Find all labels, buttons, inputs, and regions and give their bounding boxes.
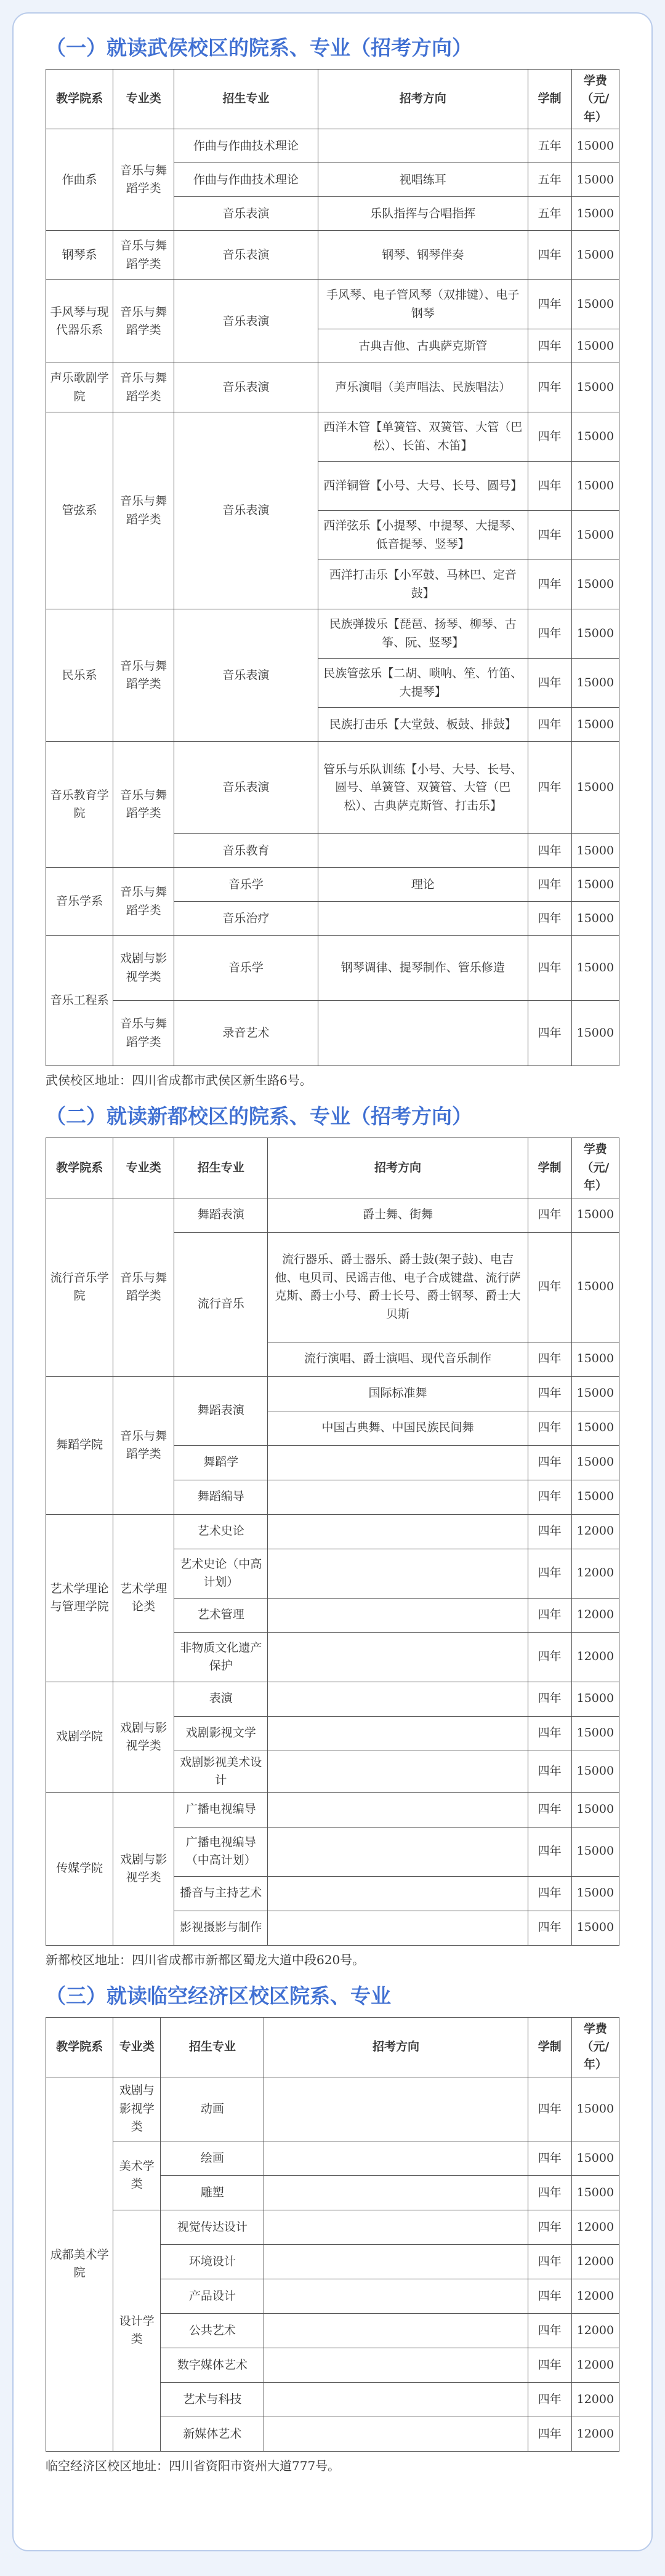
category-cell: 音乐与舞蹈学类 — [113, 363, 174, 412]
duration-cell: 四年 — [528, 2313, 571, 2348]
direction-cell: 乐队指挥与合唱指挥 — [318, 197, 528, 231]
major-cell: 广播电视编导 — [174, 1792, 268, 1827]
fee-cell: 12000 — [571, 2210, 619, 2244]
major-cell: 艺术史论 — [174, 1514, 268, 1549]
duration-cell: 四年 — [528, 1682, 571, 1716]
direction-cell — [318, 902, 528, 936]
duration-cell: 四年 — [528, 2175, 571, 2210]
fee-cell: 15000 — [571, 1411, 619, 1445]
direction-cell — [264, 2175, 528, 2210]
duration-cell: 四年 — [528, 231, 571, 280]
dept-cell: 成都美术学院 — [46, 2077, 113, 2451]
fee-cell: 15000 — [571, 834, 619, 868]
major-cell: 舞蹈编导 — [174, 1480, 268, 1514]
duration-cell: 四年 — [528, 2210, 571, 2244]
duration-cell: 四年 — [528, 609, 571, 659]
table-row — [46, 1514, 619, 1549]
fee-cell: 12000 — [571, 1632, 619, 1682]
section-2-title: （二）就读新都校区的院系、专业（招考方向） — [46, 1104, 472, 1129]
header-duration: 学制 — [528, 70, 571, 129]
direction-cell — [264, 2244, 528, 2279]
direction-cell — [268, 1549, 528, 1598]
table-row — [46, 2141, 619, 2175]
fee-cell: 15000 — [571, 412, 619, 462]
duration-cell: 四年 — [528, 742, 571, 834]
fee-cell: 15000 — [571, 742, 619, 834]
table-row — [46, 1682, 619, 1716]
duration-cell: 四年 — [528, 511, 571, 560]
table-row — [46, 280, 619, 329]
duration-cell: 四年 — [528, 412, 571, 462]
dept-cell: 音乐工程系 — [46, 936, 113, 1066]
duration-cell: 四年 — [528, 1480, 571, 1514]
duration-cell: 四年 — [528, 1716, 571, 1751]
fee-cell: 12000 — [571, 1598, 619, 1632]
dept-cell: 钢琴系 — [46, 231, 113, 280]
fee-cell: 15000 — [571, 363, 619, 412]
major-cell: 影视摄影与制作 — [174, 1911, 268, 1945]
table-row — [46, 868, 619, 902]
duration-cell: 四年 — [528, 2279, 571, 2313]
fee-cell: 12000 — [571, 2244, 619, 2279]
direction-cell: 国际标准舞 — [268, 1376, 528, 1411]
fee-cell: 15000 — [571, 2175, 619, 2210]
header-direction: 招考方向 — [268, 1138, 528, 1198]
fee-cell: 15000 — [571, 329, 619, 363]
fee-cell: 12000 — [571, 1514, 619, 1549]
category-cell: 音乐与舞蹈学类 — [113, 609, 174, 742]
duration-cell: 四年 — [528, 462, 571, 511]
dept-cell: 舞蹈学院 — [46, 1376, 113, 1514]
fee-cell: 15000 — [571, 1682, 619, 1716]
duration-cell: 四年 — [528, 1632, 571, 1682]
direction-cell — [264, 2279, 528, 2313]
table-row — [46, 2077, 619, 2141]
fee-cell: 15000 — [571, 462, 619, 511]
fee-cell: 15000 — [571, 1751, 619, 1792]
duration-cell: 四年 — [528, 1198, 571, 1232]
table-row — [46, 231, 619, 280]
direction-cell — [268, 1911, 528, 1945]
major-cell: 音乐表演 — [174, 363, 318, 412]
fee-cell: 15000 — [571, 1001, 619, 1066]
duration-cell: 四年 — [528, 1598, 571, 1632]
header-fee: 学费（元/年） — [571, 70, 619, 129]
header-duration: 学制 — [528, 2017, 571, 2077]
major-cell: 舞蹈学 — [174, 1445, 268, 1480]
major-cell: 音乐表演 — [174, 609, 318, 742]
major-cell: 戏剧影视文学 — [174, 1716, 268, 1751]
direction-cell — [264, 2141, 528, 2175]
fee-cell: 12000 — [571, 2382, 619, 2417]
duration-cell: 四年 — [528, 1911, 571, 1945]
table-row — [46, 363, 619, 412]
fee-cell: 15000 — [571, 1198, 619, 1232]
category-cell: 戏剧与影视学类 — [113, 1792, 174, 1945]
duration-cell: 四年 — [528, 1376, 571, 1411]
duration-cell: 四年 — [528, 2244, 571, 2279]
table-row — [46, 1792, 619, 1827]
major-cell: 数字媒体艺术 — [161, 2348, 264, 2382]
direction-cell — [268, 1827, 528, 1876]
direction-cell: 管乐与乐队训练【小号、大号、长号、圆号、单簧管、双簧管、大管（巴松）、古典萨克斯管、打击乐】 — [318, 742, 528, 834]
dept-cell: 声乐歌剧学院 — [46, 363, 113, 412]
duration-cell: 四年 — [528, 280, 571, 329]
major-cell: 表演 — [174, 1682, 268, 1716]
fee-cell: 15000 — [571, 1716, 619, 1751]
fee-cell: 12000 — [571, 2279, 619, 2313]
major-cell: 音乐教育 — [174, 834, 318, 868]
major-cell: 音乐表演 — [174, 412, 318, 609]
direction-cell: 西洋铜管【小号、大号、长号、圆号】 — [318, 462, 528, 511]
fee-cell: 15000 — [571, 708, 619, 742]
dept-cell: 传媒学院 — [46, 1792, 113, 1945]
major-cell: 作曲与作曲技术理论 — [174, 129, 318, 163]
duration-cell: 四年 — [528, 936, 571, 1001]
dept-cell: 艺术学理论与管理学院 — [46, 1514, 113, 1682]
category-cell: 戏剧与影视学类 — [113, 2077, 161, 2141]
fee-cell: 15000 — [571, 1792, 619, 1827]
fee-cell: 15000 — [571, 231, 619, 280]
section-3-title: （三）就读临空经济区校区院系、专业 — [46, 1983, 391, 2008]
fee-cell: 12000 — [571, 2348, 619, 2382]
fee-cell: 15000 — [571, 659, 619, 708]
table-row — [46, 1001, 619, 1066]
table-row — [46, 1376, 619, 1411]
dept-cell: 管弦系 — [46, 412, 113, 609]
fee-cell: 15000 — [571, 902, 619, 936]
major-cell: 音乐表演 — [174, 231, 318, 280]
major-cell: 环境设计 — [161, 2244, 264, 2279]
major-cell: 产品设计 — [161, 2279, 264, 2313]
category-cell: 音乐与舞蹈学类 — [113, 868, 174, 936]
header-duration: 学制 — [528, 1138, 571, 1198]
header-dept: 教学院系 — [46, 70, 113, 129]
admission-page — [12, 12, 653, 2551]
major-cell: 音乐学 — [174, 868, 318, 902]
duration-cell: 四年 — [528, 2382, 571, 2417]
duration-cell: 四年 — [528, 363, 571, 412]
header-fee: 学费（元/年） — [571, 1138, 619, 1198]
category-cell: 音乐与舞蹈学类 — [113, 231, 174, 280]
duration-cell: 五年 — [528, 197, 571, 231]
major-cell: 舞蹈表演 — [174, 1376, 268, 1445]
header-fee: 学费（元/年） — [571, 2017, 619, 2077]
direction-cell: 声乐演唱（美声唱法、民族唱法） — [318, 363, 528, 412]
section-1-title: （一）就读武侯校区的院系、专业（招考方向） — [46, 36, 472, 60]
duration-cell: 五年 — [528, 129, 571, 163]
direction-cell: 古典吉他、古典萨克斯管 — [318, 329, 528, 363]
dept-cell: 民乐系 — [46, 609, 113, 742]
direction-cell: 流行演唱、爵士演唱、现代音乐制作 — [268, 1342, 528, 1376]
major-cell: 流行音乐 — [174, 1232, 268, 1376]
direction-cell — [268, 1480, 528, 1514]
category-cell: 美术学类 — [113, 2141, 161, 2210]
header-category: 专业类 — [113, 2017, 161, 2077]
duration-cell: 四年 — [528, 1876, 571, 1911]
xindu-campus-address: 新都校区地址：四川省成都市新都区蜀龙大道中段620号。 — [46, 1952, 365, 1967]
wuhou-campus-table — [46, 69, 619, 1066]
direction-cell: 中国古典舞、中国民族民间舞 — [268, 1411, 528, 1445]
table-row — [46, 742, 619, 834]
fee-cell: 12000 — [571, 1549, 619, 1598]
fee-cell: 15000 — [571, 511, 619, 560]
table-row — [46, 609, 619, 659]
major-cell: 公共艺术 — [161, 2313, 264, 2348]
fee-cell: 15000 — [571, 163, 619, 197]
direction-cell: 流行器乐、爵士器乐、爵士鼓(架子鼓)、电吉他、电贝司、民谣吉他、电子合成键盘、流行萨克斯、爵士小号、爵士长号、爵士钢琴、爵士大贝斯 — [268, 1232, 528, 1342]
major-cell: 艺术史论（中高计划） — [174, 1549, 268, 1598]
duration-cell: 四年 — [528, 1342, 571, 1376]
dept-cell: 流行音乐学院 — [46, 1198, 113, 1376]
header-category: 专业类 — [113, 70, 174, 129]
duration-cell: 四年 — [528, 1751, 571, 1792]
direction-cell: 钢琴、钢琴伴奏 — [318, 231, 528, 280]
major-cell: 音乐表演 — [174, 742, 318, 834]
duration-cell: 四年 — [528, 902, 571, 936]
fee-cell: 15000 — [571, 2077, 619, 2141]
direction-cell — [318, 834, 528, 868]
direction-cell — [264, 2348, 528, 2382]
fee-cell: 15000 — [571, 868, 619, 902]
direction-cell: 视唱练耳 — [318, 163, 528, 197]
direction-cell — [264, 2417, 528, 2451]
dept-cell: 音乐学系 — [46, 868, 113, 936]
direction-cell — [268, 1514, 528, 1549]
direction-cell: 西洋弦乐【小提琴、中提琴、大提琴、低音提琴、竖琴】 — [318, 511, 528, 560]
header-direction: 招考方向 — [264, 2017, 528, 2077]
major-cell: 作曲与作曲技术理论 — [174, 163, 318, 197]
duration-cell: 四年 — [528, 1445, 571, 1480]
major-cell: 舞蹈表演 — [174, 1198, 268, 1232]
direction-cell: 爵士舞、街舞 — [268, 1198, 528, 1232]
fee-cell: 15000 — [571, 129, 619, 163]
category-cell: 艺术学理论类 — [113, 1514, 174, 1682]
direction-cell: 西洋木管【单簧管、双簧管、大管（巴 松）、长笛、木笛】 — [318, 412, 528, 462]
category-cell: 音乐与舞蹈学类 — [113, 129, 174, 231]
category-cell: 音乐与舞蹈学类 — [113, 1198, 174, 1376]
table-row — [46, 2210, 619, 2244]
fee-cell: 15000 — [571, 1445, 619, 1480]
fee-cell: 15000 — [571, 280, 619, 329]
duration-cell: 四年 — [528, 708, 571, 742]
duration-cell: 四年 — [528, 1514, 571, 1549]
table-row — [46, 936, 619, 1001]
table-row — [46, 129, 619, 163]
dept-cell: 作曲系 — [46, 129, 113, 231]
direction-cell — [268, 1632, 528, 1682]
direction-cell: 民族弹拨乐【琵琶、扬琴、柳琴、古筝、阮、竖琴】 — [318, 609, 528, 659]
direction-cell: 理论 — [318, 868, 528, 902]
major-cell: 绘画 — [161, 2141, 264, 2175]
category-cell: 音乐与舞蹈学类 — [113, 1001, 174, 1066]
fee-cell: 12000 — [571, 2417, 619, 2451]
duration-cell: 四年 — [528, 1001, 571, 1066]
fee-cell: 15000 — [571, 560, 619, 609]
wuhou-campus-address: 武侯校区地址：四川省成都市武侯区新生路6号。 — [46, 1073, 312, 1088]
duration-cell: 四年 — [528, 659, 571, 708]
dept-cell: 戏剧学院 — [46, 1682, 113, 1792]
category-cell: 设计学类 — [113, 2210, 161, 2451]
fee-cell: 15000 — [571, 1876, 619, 1911]
major-cell: 戏剧影视美术设计 — [174, 1751, 268, 1792]
category-cell: 戏剧与影视学类 — [113, 936, 174, 1001]
header-major: 招生专业 — [174, 1138, 268, 1198]
duration-cell: 四年 — [528, 2077, 571, 2141]
direction-cell — [268, 1716, 528, 1751]
major-cell: 雕塑 — [161, 2175, 264, 2210]
major-cell: 艺术管理 — [174, 1598, 268, 1632]
duration-cell: 四年 — [528, 1827, 571, 1876]
fee-cell: 15000 — [571, 1232, 619, 1342]
linkong-campus-table — [46, 2017, 619, 2452]
fee-cell: 15000 — [571, 197, 619, 231]
direction-cell: 民族打击乐【大堂鼓、板鼓、排鼓】 — [318, 708, 528, 742]
major-cell: 新媒体艺术 — [161, 2417, 264, 2451]
major-cell: 非物质文化遗产保护 — [174, 1632, 268, 1682]
header-direction: 招考方向 — [318, 70, 528, 129]
major-cell: 音乐治疗 — [174, 902, 318, 936]
table-row — [46, 412, 619, 462]
duration-cell: 四年 — [528, 2348, 571, 2382]
fee-cell: 15000 — [571, 1480, 619, 1514]
duration-cell: 四年 — [528, 2141, 571, 2175]
direction-cell — [268, 1598, 528, 1632]
duration-cell: 四年 — [528, 329, 571, 363]
duration-cell: 四年 — [528, 1232, 571, 1342]
direction-cell — [264, 2077, 528, 2141]
major-cell: 音乐表演 — [174, 280, 318, 363]
major-cell: 广播电视编导（中高计划） — [174, 1827, 268, 1876]
xindu-campus-table — [46, 1138, 619, 1945]
header-dept: 教学院系 — [46, 1138, 113, 1198]
direction-cell — [318, 129, 528, 163]
category-cell: 音乐与舞蹈学类 — [113, 280, 174, 363]
direction-cell: 钢琴调律、提琴制作、管乐修造 — [318, 936, 528, 1001]
fee-cell: 15000 — [571, 1911, 619, 1945]
major-cell: 播音与主持艺术 — [174, 1876, 268, 1911]
header-major: 招生专业 — [174, 70, 318, 129]
category-cell: 音乐与舞蹈学类 — [113, 412, 174, 609]
dept-cell: 音乐教育学院 — [46, 742, 113, 868]
category-cell: 音乐与舞蹈学类 — [113, 1376, 174, 1514]
duration-cell: 四年 — [528, 1792, 571, 1827]
duration-cell: 四年 — [528, 1411, 571, 1445]
major-cell: 动画 — [161, 2077, 264, 2141]
major-cell: 音乐学 — [174, 936, 318, 1001]
duration-cell: 四年 — [528, 1549, 571, 1598]
direction-cell: 民族管弦乐【二胡、唢呐、笙、竹笛、大提琴】 — [318, 659, 528, 708]
major-cell: 艺术与科技 — [161, 2382, 264, 2417]
major-cell: 录音艺术 — [174, 1001, 318, 1066]
direction-cell — [268, 1751, 528, 1792]
major-cell: 音乐表演 — [174, 197, 318, 231]
dept-cell: 手风琴与现代器乐系 — [46, 280, 113, 363]
fee-cell: 12000 — [571, 2313, 619, 2348]
direction-cell — [264, 2313, 528, 2348]
fee-cell: 15000 — [571, 609, 619, 659]
header-major: 招生专业 — [161, 2017, 264, 2077]
direction-cell — [268, 1445, 528, 1480]
header-dept: 教学院系 — [46, 2017, 113, 2077]
direction-cell — [268, 1876, 528, 1911]
major-cell: 视觉传达设计 — [161, 2210, 264, 2244]
table-row — [46, 1198, 619, 1232]
direction-cell — [264, 2210, 528, 2244]
category-cell: 音乐与舞蹈学类 — [113, 742, 174, 868]
direction-cell — [268, 1682, 528, 1716]
duration-cell: 五年 — [528, 163, 571, 197]
direction-cell — [268, 1792, 528, 1827]
duration-cell: 四年 — [528, 2417, 571, 2451]
duration-cell: 四年 — [528, 868, 571, 902]
category-cell: 戏剧与影视学类 — [113, 1682, 174, 1792]
header-category: 专业类 — [113, 1138, 174, 1198]
fee-cell: 15000 — [571, 1827, 619, 1876]
linkong-campus-address: 临空经济区校区地址：四川省资阳市资州大道777号。 — [46, 2458, 341, 2473]
fee-cell: 15000 — [571, 2141, 619, 2175]
direction-cell — [264, 2382, 528, 2417]
direction-cell — [318, 1001, 528, 1066]
fee-cell: 15000 — [571, 1376, 619, 1411]
fee-cell: 15000 — [571, 1342, 619, 1376]
direction-cell: 西洋打击乐【小军鼓、马林巴、定音鼓】 — [318, 560, 528, 609]
duration-cell: 四年 — [528, 560, 571, 609]
direction-cell: 手风琴、电子管风琴（双排键）、电子钢琴 — [318, 280, 528, 329]
fee-cell: 15000 — [571, 936, 619, 1001]
duration-cell: 四年 — [528, 834, 571, 868]
